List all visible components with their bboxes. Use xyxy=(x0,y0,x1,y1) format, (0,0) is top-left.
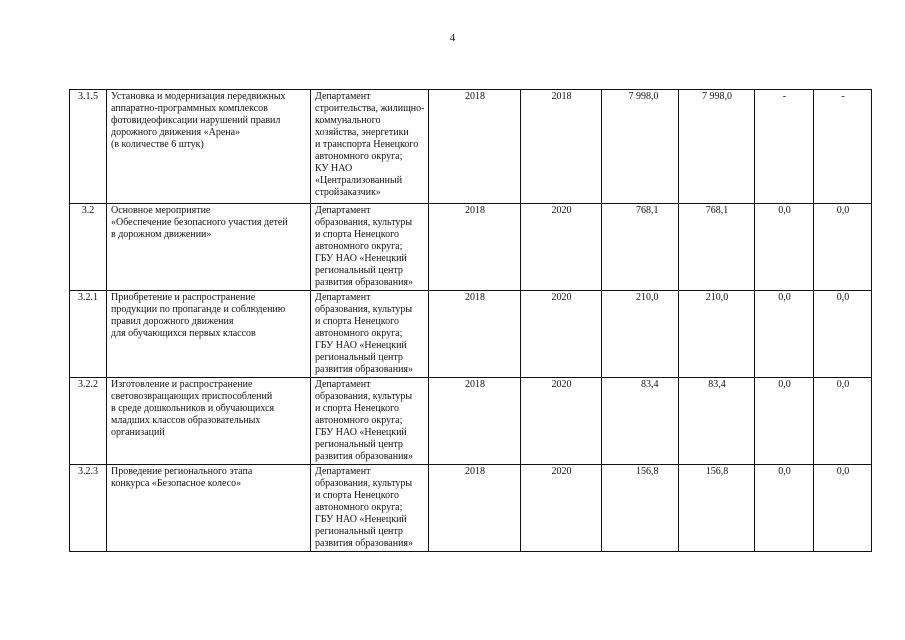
amount-year-1: 7 998,0 xyxy=(679,90,755,204)
cell-text-line: образования, культуры xyxy=(315,217,413,228)
table-row xyxy=(70,90,872,204)
cell-text-line: региональный центр xyxy=(315,526,403,537)
cell-text-line: ГБУ НАО «Ненецкий xyxy=(315,340,407,351)
activity-name xyxy=(107,90,311,204)
cell-text-line: и спорта Ненецкого xyxy=(315,229,399,240)
cell-text-line: КУ НАО xyxy=(315,163,353,174)
end-year: 2020 xyxy=(521,465,602,552)
cell-text-line: Департамент xyxy=(315,205,371,216)
cell-text-line: развития образования» xyxy=(315,364,414,375)
cell-text-line: продукции по пропаганде и соблюдению xyxy=(111,304,286,315)
cell-text-line: Основное мероприятие xyxy=(111,205,211,216)
amount-year-2: 0,0 xyxy=(755,291,814,378)
cell-text-line: «Обеспечение безопасного участия детей xyxy=(111,217,288,228)
executor xyxy=(311,291,429,378)
cell-text-line: правил дорожного движения xyxy=(111,316,234,327)
cell-text-line: Департамент xyxy=(315,91,371,102)
cell-text-line: и спорта Ненецкого xyxy=(315,490,399,501)
cell-text-line: организаций xyxy=(111,427,165,438)
cell-text-line: Установка и модернизация передвижных xyxy=(111,91,286,102)
program-activities-table xyxy=(69,89,872,552)
cell-text-line: автономного округа; xyxy=(315,415,403,426)
amount-year-3: - xyxy=(814,90,872,204)
end-year: 2020 xyxy=(521,291,602,378)
cell-text-line: автономного округа; xyxy=(315,328,403,339)
cell-text-line: в дорожном движении» xyxy=(111,229,212,240)
activity-number: 3.2.1 xyxy=(70,291,107,378)
amount-year-1: 83,4 xyxy=(679,378,755,465)
cell-text-line: световозвращающих приспособлений xyxy=(111,391,273,402)
amount-year-2: 0,0 xyxy=(755,465,814,552)
table-row xyxy=(70,204,872,291)
cell-text-line: в среде дошкольников и обучающихся xyxy=(111,403,275,414)
cell-text-line: автономного округа; xyxy=(315,241,403,252)
end-year: 2018 xyxy=(521,90,602,204)
amount-year-3: 0,0 xyxy=(814,291,872,378)
cell-text-line: и транспорта Ненецкого xyxy=(315,139,419,150)
amount-year-2: 0,0 xyxy=(755,378,814,465)
cell-text-line: и спорта Ненецкого xyxy=(315,403,399,414)
executor xyxy=(311,90,429,204)
start-year: 2018 xyxy=(429,465,521,552)
cell-text-line: ГБУ НАО «Ненецкий xyxy=(315,253,407,264)
cell-text-line: хозяйства, энергетики xyxy=(315,127,409,138)
cell-text-line: Департамент xyxy=(315,379,371,390)
activity-number: 3.1.5 xyxy=(70,90,107,204)
cell-text-line: стройзаказчик» xyxy=(315,187,381,198)
cell-text-line: Департамент xyxy=(315,292,371,303)
activity-name xyxy=(107,465,311,552)
cell-text-line: образования, культуры xyxy=(315,478,413,489)
cell-text-line: (в количестве 6 штук) xyxy=(111,139,204,150)
amount-year-3: 0,0 xyxy=(814,465,872,552)
amount-year-1: 768,1 xyxy=(679,204,755,291)
end-year: 2020 xyxy=(521,378,602,465)
cell-text-line: Департамент xyxy=(315,466,371,477)
cell-text-line: строительства, жилищно- xyxy=(315,103,425,114)
cell-text-line: фотовидеофиксации нарушений правил xyxy=(111,115,281,126)
cell-text-line: развития образования» xyxy=(315,538,414,549)
total-amount: 83,4 xyxy=(602,378,679,465)
cell-text-line: автономного округа; xyxy=(315,502,403,513)
activity-number: 3.2.2 xyxy=(70,378,107,465)
activity-name xyxy=(107,204,311,291)
cell-text-line: образования, культуры xyxy=(315,304,413,315)
cell-text-line: региональный центр xyxy=(315,439,403,450)
table-body xyxy=(70,90,872,552)
cell-text-line: для обучающихся первых классов xyxy=(111,328,256,339)
executor xyxy=(311,204,429,291)
amount-year-1: 210,0 xyxy=(679,291,755,378)
total-amount: 7 998,0 xyxy=(602,90,679,204)
executor xyxy=(311,465,429,552)
cell-text-line: Приобретение и распространение xyxy=(111,292,256,303)
amount-year-2: - xyxy=(755,90,814,204)
cell-text-line: конкурса «Безопасное колесо» xyxy=(111,478,242,489)
cell-text-line: Проведение регионального этапа xyxy=(111,466,253,477)
cell-text-line: дорожного движения «Арена» xyxy=(111,127,241,138)
table-row xyxy=(70,378,872,465)
cell-text-line: развития образования» xyxy=(315,277,414,288)
end-year: 2020 xyxy=(521,204,602,291)
start-year: 2018 xyxy=(429,378,521,465)
activity-number: 3.2.3 xyxy=(70,465,107,552)
cell-text-line: региональный центр xyxy=(315,352,403,363)
amount-year-3: 0,0 xyxy=(814,378,872,465)
start-year: 2018 xyxy=(429,204,521,291)
cell-text-line: коммунального xyxy=(315,115,381,126)
cell-text-line: и спорта Ненецкого xyxy=(315,316,399,327)
cell-text-line: «Централизованный xyxy=(315,175,403,186)
cell-text-line: автономного округа; xyxy=(315,151,403,162)
table-row xyxy=(70,291,872,378)
start-year: 2018 xyxy=(429,291,521,378)
cell-text-line: аппаратно-программных комплексов xyxy=(111,103,268,114)
executor xyxy=(311,378,429,465)
cell-text-line: младших классов образовательных xyxy=(111,415,261,426)
start-year: 2018 xyxy=(429,90,521,204)
amount-year-1: 156,8 xyxy=(679,465,755,552)
table-row xyxy=(70,465,872,552)
amount-year-2: 0,0 xyxy=(755,204,814,291)
amount-year-3: 0,0 xyxy=(814,204,872,291)
cell-text-line: Изготовление и распространение xyxy=(111,379,253,390)
cell-text-line: ГБУ НАО «Ненецкий xyxy=(315,514,407,525)
activity-number: 3.2 xyxy=(70,204,107,291)
activity-name xyxy=(107,378,311,465)
total-amount: 210,0 xyxy=(602,291,679,378)
cell-text-line: ГБУ НАО «Ненецкий xyxy=(315,427,407,438)
cell-text-line: образования, культуры xyxy=(315,391,413,402)
page-number: 4 xyxy=(449,32,456,44)
total-amount: 768,1 xyxy=(602,204,679,291)
total-amount: 156,8 xyxy=(602,465,679,552)
cell-text-line: региональный центр xyxy=(315,265,403,276)
cell-text-line: развития образования» xyxy=(315,451,414,462)
activity-name xyxy=(107,291,311,378)
